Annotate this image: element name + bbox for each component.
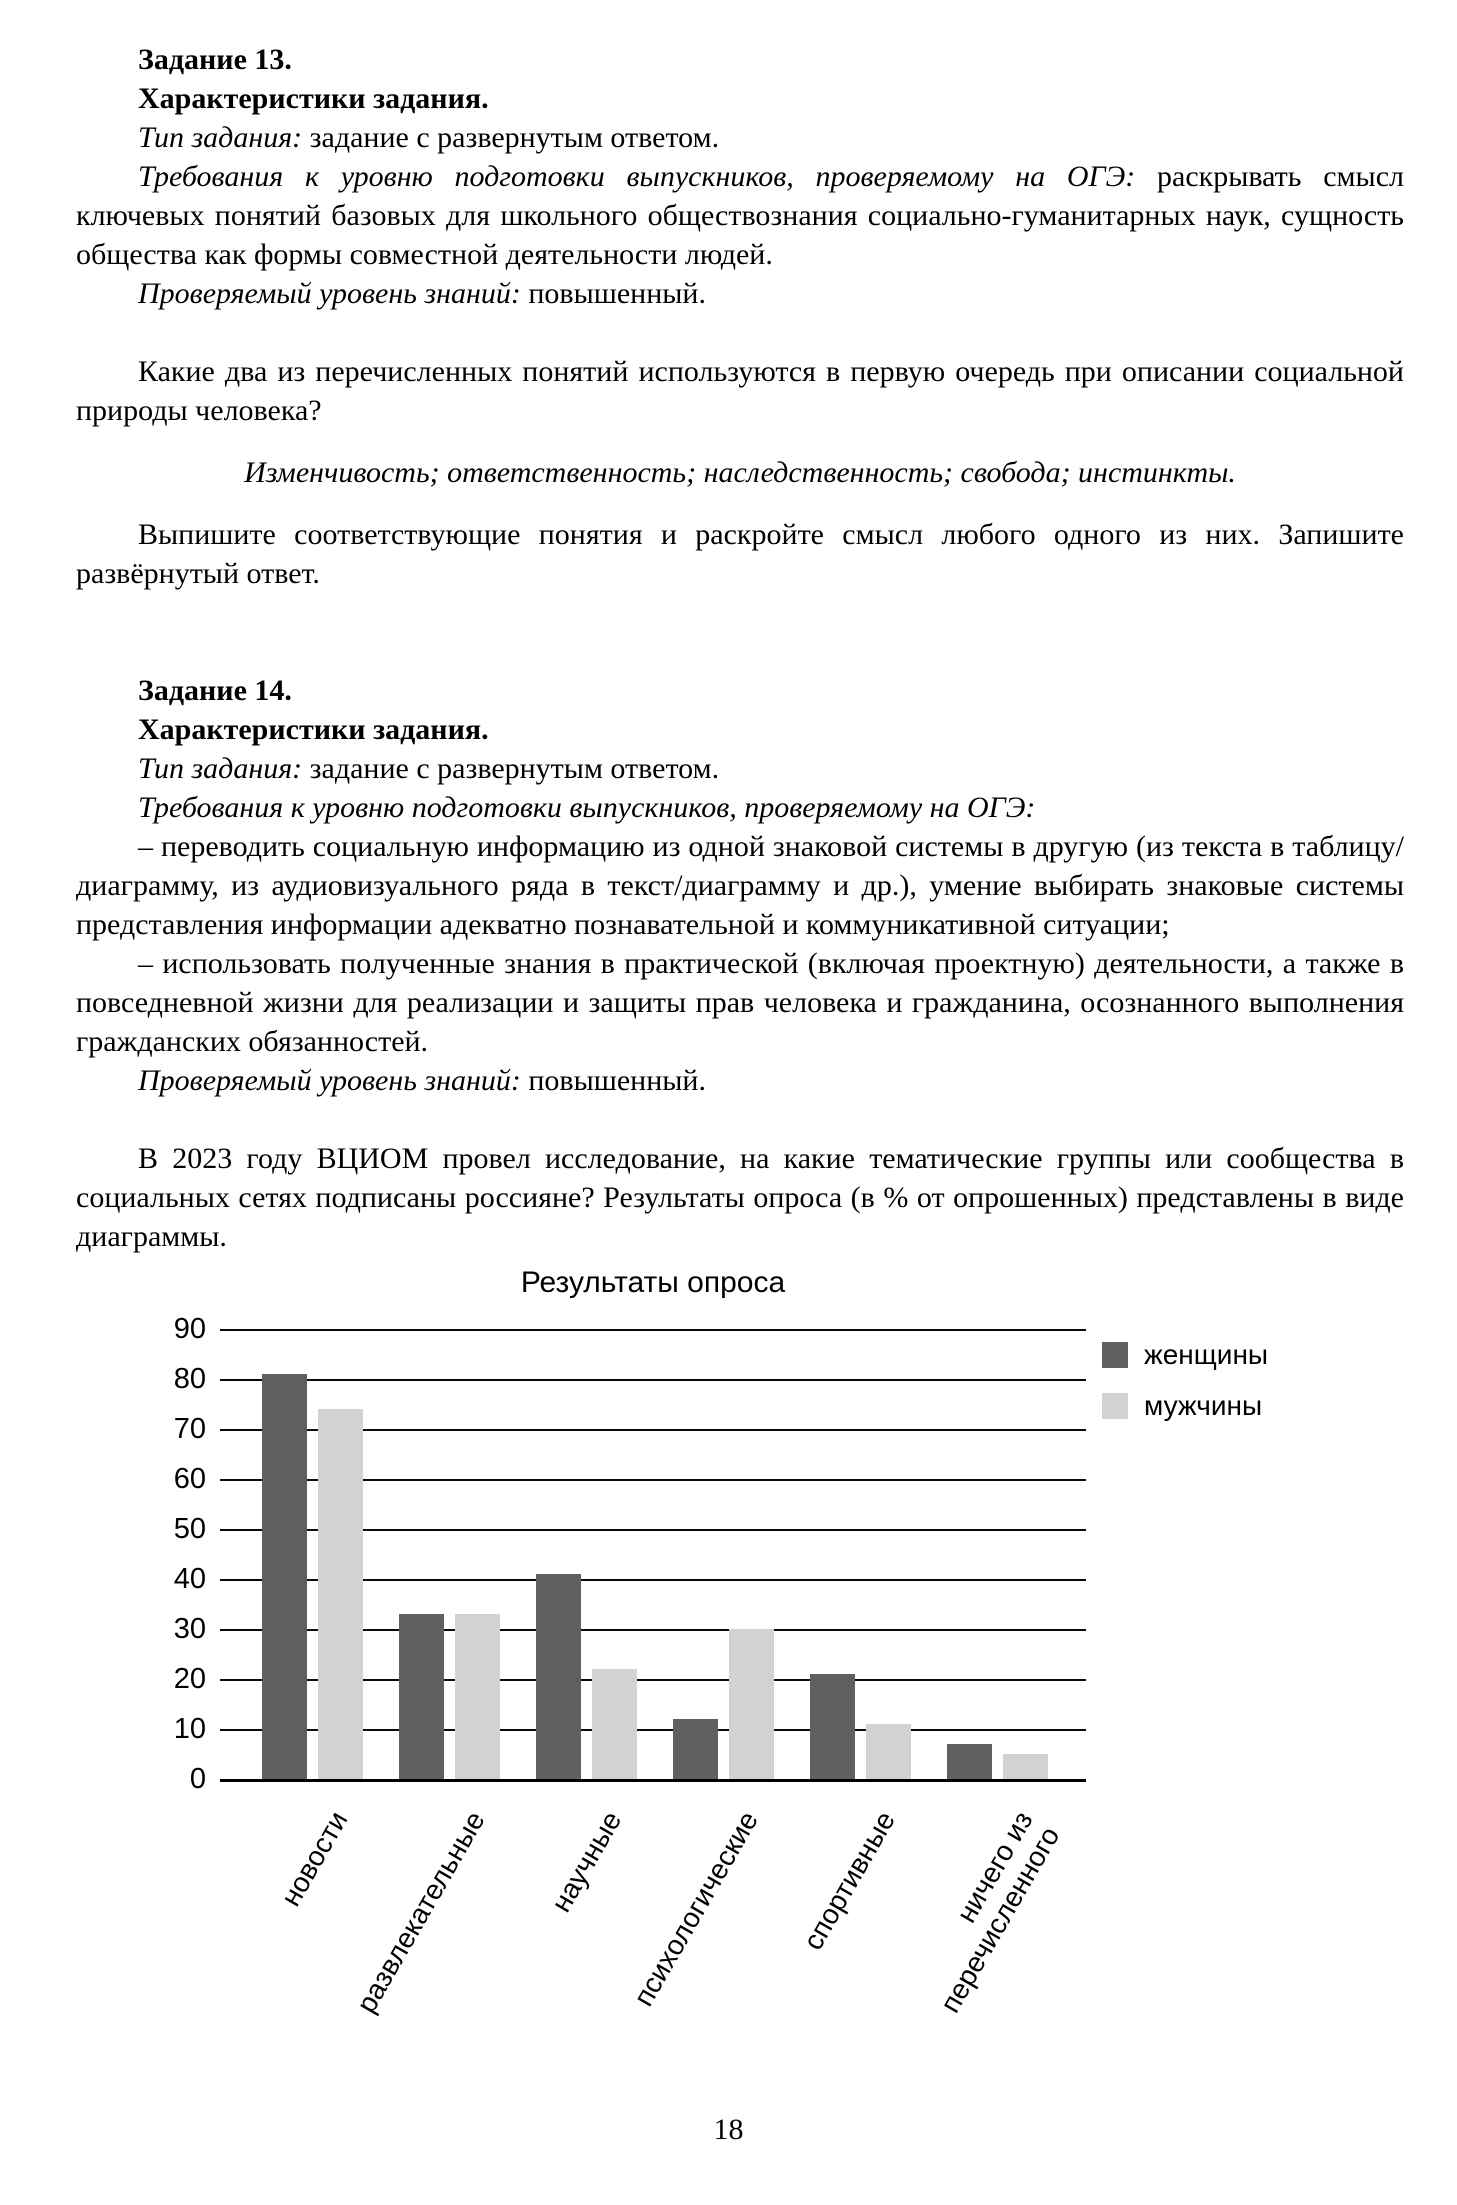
bar-женщины-3 <box>536 1574 581 1779</box>
gridline-90 <box>220 1329 1086 1331</box>
task13-requirements-value: раскрывать смысл ключевых понятий базовых для школьного обществознания социально-гуманитарных наук, сущность общества как формы совместной деятельности людей. <box>76 160 1404 271</box>
bar-женщины-5 <box>810 1674 855 1779</box>
bar-мужчины-5 <box>866 1724 911 1779</box>
task13-level-label: Проверяемый уровень знаний: <box>138 277 521 310</box>
task14-type-value: задание с развернутым ответом. <box>302 752 720 785</box>
task13-characteristics-heading <box>76 79 1404 118</box>
legend-label-men: мужчины <box>1144 1390 1263 1421</box>
legend-label-women: женщины <box>1144 1339 1269 1370</box>
task14-title <box>76 671 1404 710</box>
page-content <box>76 40 1404 2084</box>
y-tick-70: 70 <box>173 1413 206 1445</box>
y-tick-30: 30 <box>173 1613 206 1645</box>
task13-characteristics-text: Характеристики задания. <box>138 82 489 115</box>
survey-results-bar-chart <box>76 1264 1404 2084</box>
x-label-4: психологические <box>627 1806 765 2012</box>
task13-type-line <box>76 118 1404 157</box>
x-label-3: научные <box>545 1806 628 1918</box>
task14-requirements-label: Требования к уровню подготовки выпускников, проверяемому на ОГЭ: <box>138 791 1036 824</box>
bar-женщины-1 <box>262 1374 307 1779</box>
task14-level-line <box>76 1061 1404 1100</box>
task13-requirements <box>76 157 1404 274</box>
x-label-5: спортивные <box>797 1806 902 1956</box>
task14-title-text: Задание 14. <box>138 674 292 707</box>
task14-level-value: повышенный. <box>520 1064 706 1097</box>
task13-level-line <box>76 274 1404 313</box>
bar-женщины-2 <box>399 1614 444 1779</box>
y-tick-40: 40 <box>173 1563 206 1595</box>
task13-requirements-label: Требования к уровню подготовки выпускников, проверяемому на ОГЭ: <box>138 160 1136 193</box>
y-tick-60: 60 <box>173 1463 206 1495</box>
bar-мужчины-1 <box>318 1409 363 1779</box>
chart-title: Результаты опроса <box>520 1266 786 1299</box>
x-label-1: новости <box>274 1806 354 1912</box>
y-tick-0: 0 <box>189 1763 206 1795</box>
task14-characteristics-text: Характеристики задания. <box>138 713 489 746</box>
bar-мужчины-4 <box>729 1629 774 1779</box>
bar-мужчины-3 <box>592 1669 637 1779</box>
x-label-6: ничего из перечисленного <box>933 1806 1066 2018</box>
y-tick-10: 10 <box>173 1713 206 1745</box>
legend-entry-men <box>1102 1391 1268 1421</box>
y-tick-50: 50 <box>173 1513 206 1545</box>
task14-intro: В 2023 году ВЦИОМ провел исследование, на какие тематические группы или сообщества в социальных сетях подписаны россияне? Результаты опроса (в % от опрошенных) представлены в виде диаграммы. <box>76 1142 1404 1253</box>
x-label-2: развлекательные <box>350 1806 491 2018</box>
task14-level-label: Проверяемый уровень знаний: <box>138 1064 521 1097</box>
task13-instruction: Выпишите соответствующие понятия и раскройте смысл любого одного из них. Запишите развёрнутый ответ. <box>76 518 1404 590</box>
task13-title-text: Задание 13. <box>138 43 292 76</box>
task14-type-label: Тип задания: <box>138 752 303 785</box>
task14-requirements-label-line <box>76 788 1404 827</box>
task14-type-line <box>76 749 1404 788</box>
bar-женщины-4 <box>673 1719 718 1779</box>
bar-женщины-6 <box>947 1744 992 1779</box>
task13-type-value: задание с развернутым ответом. <box>302 121 720 154</box>
task14-requirement-1: – переводить социальную информацию из одной знаковой системы в другую (из текста в таблицу/диаграмму, из аудиовизуального ряда в текст/диаграмму и др.), умение выбирать знаковые системы представления информации адекватно познавательной и коммуникативной ситуации; <box>76 830 1404 941</box>
task14-requirement-2: – использовать полученные знания в практической (включая проектную) деятельности, а также в повседневной жизни для реализации и защиты прав человека и гражданина, осознанного выполнения гражданских обязанностей. <box>76 947 1404 1058</box>
bar-мужчины-6 <box>1003 1754 1048 1779</box>
y-tick-20: 20 <box>173 1663 206 1695</box>
page-number: 18 <box>713 2113 744 2146</box>
x-axis-line <box>220 1779 1086 1782</box>
task14-characteristics-heading <box>76 710 1404 749</box>
y-tick-80: 80 <box>173 1363 206 1395</box>
y-tick-90: 90 <box>173 1313 206 1345</box>
legend-entry-women <box>1102 1340 1268 1370</box>
gridline-80 <box>220 1379 1086 1381</box>
chart-legend <box>1102 1340 1268 1442</box>
legend-swatch-men <box>1102 1393 1128 1419</box>
task13-question: Какие два из перечисленных понятий используются в первую очередь при описании социальной природы человека? <box>76 355 1404 427</box>
task13-title <box>76 40 1404 79</box>
bar-мужчины-2 <box>455 1614 500 1779</box>
legend-swatch-women <box>1102 1342 1128 1368</box>
task13-type-label: Тип задания: <box>138 121 303 154</box>
task13-level-value: повышенный. <box>520 277 706 310</box>
task13-concepts-line: Изменчивость; ответственность; наследственность; свобода; инстинкты. <box>244 456 1236 489</box>
